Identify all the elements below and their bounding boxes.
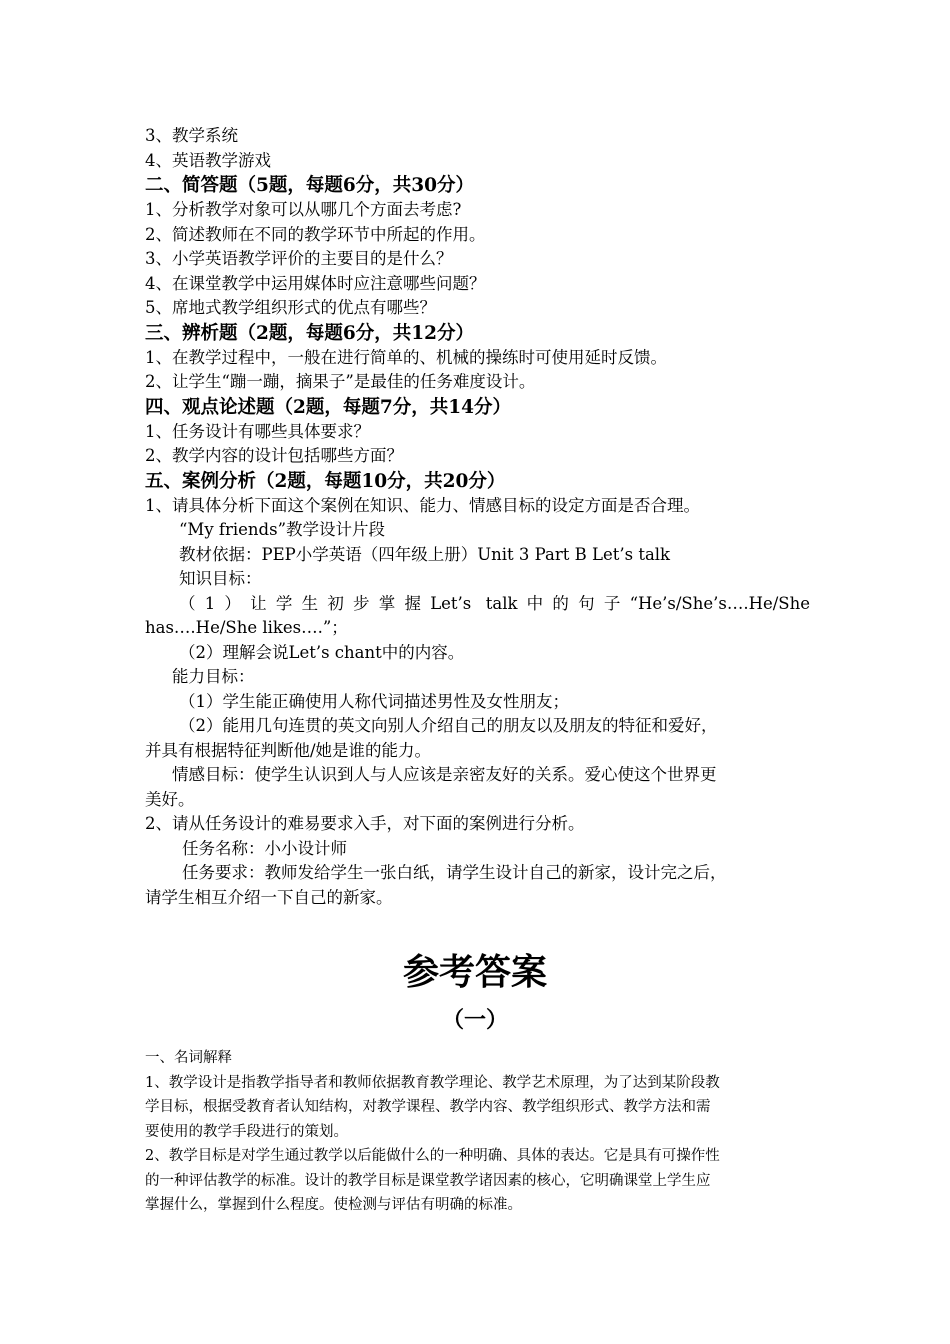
task-requirement: 任务要求：教师发给学生一张白纸，请学生设计自己的新家，设计完之后， [182, 863, 727, 882]
ability-goal-1: （1）学生能正确使用人称代词描述男性及女性朋友； [179, 691, 569, 711]
task-name: 任务名称：小小设计师 [182, 838, 347, 858]
case-title: “My friends”教学设计片段 [179, 520, 386, 539]
prev-item-3: 3、教学系统 [145, 126, 238, 145]
emotion-goal-cont: 美好。 [145, 789, 195, 809]
ability-goal-label: 能力目标： [172, 667, 255, 686]
answer-1-line-2: 学目标，根据受教育者认知结构，对教学课程、教学内容、教学组织形式、教学方法和需 [145, 1099, 711, 1115]
ability-goal-2: （2）能用几句连贯的英文向别人介绍自己的朋友以及朋友的特征和爱好， [179, 716, 718, 735]
section2-item-4: 4、在课堂教学中运用媒体时应注意哪些问题？ [145, 273, 486, 293]
answer-key-subtitle: （一） [441, 1007, 508, 1033]
knowledge-goal-2: （2）理解会说Let’s chant中的内容。 [179, 642, 465, 662]
questions-section [145, 124, 810, 910]
prev-item-4: 4、英语教学游戏 [145, 150, 271, 170]
section3-item-1: 1、在教学过程中，一般在进行简单的、机械的操练时可使用延时反馈。 [145, 347, 667, 367]
section2-item-3: 3、小学英语教学评价的主要目的是什么？ [145, 249, 453, 268]
section4-item-2: 2、教学内容的设计包括哪些方面？ [145, 446, 403, 465]
answer-1-line-1: 1、教学设计是指教学指导者和教师依据教育教学理论、教学艺术原理，为了达到某阶段教 [145, 1074, 720, 1091]
section2-item-2: 2、简述教师在不同的教学环节中所起的作用。 [145, 224, 486, 244]
ability-goal-2-cont: 并具有根据特征判断他/她是谁的能力。 [145, 740, 432, 760]
knowledge-goal-1-cont: has….He/She likes….”； [145, 618, 348, 637]
answer-2-line-2: 的一种评估教学的标准。设计的教学目标是课堂教学诸因素的核心，它明确课堂上学生应 [145, 1172, 711, 1189]
task-requirement-cont: 请学生相互介绍一下自己的新家。 [145, 887, 393, 907]
section5-heading: 五、案例分析（2题，每题10分，共20分） [145, 470, 506, 492]
answer-2-line-1: 2、教学目标是对学生通过教学以后能做什么的一种明确、具体的表达。它是具有可操作性 [145, 1148, 720, 1164]
answer-2-line-3: 掌握什么，掌握到什么程度。使检测与评估有明确的标准。 [145, 1197, 522, 1213]
section4-item-1: 1、任务设计有哪些具体要求？ [145, 421, 370, 441]
answer-key-section [145, 1046, 810, 1218]
section3-item-2: 2、让学生“蹦一蹦，摘果子”是最佳的任务难度设计。 [145, 372, 536, 391]
section4-heading: 四、观点论述题（2题，每题7分，共14分） [145, 396, 511, 418]
emotion-goal: 情感目标：使学生认识到人与人应该是亲密友好的关系。爱心使这个世界更 [172, 765, 717, 784]
answer-section1-heading: 一、名词解释 [145, 1050, 232, 1066]
case-question-1: 1、请具体分析下面这个案例在知识、能力、情感目标的设定方面是否合理。 [145, 495, 700, 515]
case-question-2: 2、请从任务设计的难易要求入手，对下面的案例进行分析。 [145, 814, 585, 833]
case-material: 教材依据：PEP小学英语（四年级上册）Unit 3 Part B Let’s talk [179, 544, 671, 564]
answer-1-line-3: 要使用的教学手段进行的策划。 [145, 1123, 348, 1140]
section3-heading: 三、辨析题（2题，每题6分，共12分） [145, 322, 474, 344]
section2-item-5: 5、席地式教学组织形式的优点有哪些？ [145, 298, 436, 317]
knowledge-goal-1: （1）让学生初步掌握Let’s talk中的句子“He’s/She’s….He/She [179, 593, 810, 613]
knowledge-goal-label: 知识目标： [179, 569, 262, 588]
section2-heading: 二、简答题（5题，每题6分，共30分） [145, 175, 474, 196]
answer-key-title: 参考答案 [402, 951, 547, 993]
section2-item-1: 1、分析教学对象可以从哪几个方面去考虑? [145, 200, 462, 219]
